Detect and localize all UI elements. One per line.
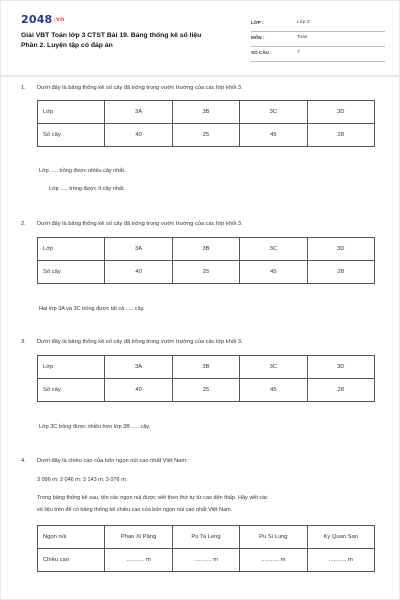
table-cell: 3A xyxy=(105,356,172,379)
table-cell: 28 xyxy=(307,379,374,402)
table-row xyxy=(38,379,375,402)
table-cell: 3C xyxy=(240,101,307,124)
answer-line: Lớp ..... trồng được nhiều cây nhất. xyxy=(39,168,126,174)
table-header-row xyxy=(38,101,375,124)
question-text: Dưới đây là chiều cao của bốn ngọn núi cao nhất Việt Nam: xyxy=(37,458,188,464)
meta-key: LỚP : xyxy=(251,20,264,25)
question-number: 4. xyxy=(21,458,26,464)
stats-table xyxy=(37,100,375,147)
table-cell: 28 xyxy=(307,124,374,147)
logo-suffix: .vn xyxy=(53,16,65,23)
meta-value: Lớp 3 xyxy=(297,20,310,25)
answer-line: Lớp 3C trồng được nhiều hơn lớp 3B ..... cây. xyxy=(39,424,151,430)
question-text: Dưới đây là bảng thống kê số cây đã trồng trong vườn trường của các lớp khối 3. xyxy=(37,221,243,227)
document-title xyxy=(21,31,241,51)
table-cell: 3D xyxy=(307,101,374,124)
answer-line: Lớp ..... trồng được ít cây nhất. xyxy=(49,186,126,192)
table-cell: ........... m xyxy=(105,549,172,572)
table-cell: Pu Si Lung xyxy=(240,526,307,549)
table-cell: Số cây xyxy=(38,124,105,147)
mountain-table xyxy=(37,525,375,572)
table-cell: Chiều cao xyxy=(38,549,105,572)
question-number: 2. xyxy=(21,221,26,227)
meta-value: Toán xyxy=(297,35,308,40)
question-text: Dưới đây là bảng thống kê số cây đã trồng trong vườn trường của các lớp khối 3. xyxy=(37,339,243,345)
table-row xyxy=(38,261,375,284)
table-cell: 45 xyxy=(240,261,307,284)
instruction-line-1: Trong bảng thống kê sau, tên các ngọn núi được viết theo thứ tự từ cao đến thấp. Hãy viết các xyxy=(37,495,268,501)
table-cell: 25 xyxy=(172,124,239,147)
table-cell: 40 xyxy=(105,261,172,284)
meta-key: SỐ CÂU : xyxy=(251,50,272,55)
site-logo[interactable] xyxy=(21,13,64,26)
table-cell: Lớp xyxy=(38,101,105,124)
meta-row-count xyxy=(251,47,385,62)
table-cell: 3A xyxy=(105,238,172,261)
table-cell: 3B xyxy=(172,356,239,379)
table-cell: 3A xyxy=(105,101,172,124)
table-cell: Ky Quan San xyxy=(307,526,374,549)
table-cell: 3B xyxy=(172,101,239,124)
table-header-row xyxy=(38,526,375,549)
table-cell: 45 xyxy=(240,124,307,147)
table-header-row xyxy=(38,356,375,379)
meta-key: MÔN : xyxy=(251,35,265,40)
table-cell: Phan Xi Păng xyxy=(105,526,172,549)
stats-table xyxy=(37,237,375,284)
table-cell: 25 xyxy=(172,379,239,402)
heights-list: 3 096 m; 3 046 m; 3 143 m; 3 076 m. xyxy=(37,477,128,483)
title-line-2: Phần 2. Luyện tập có đáp án xyxy=(21,42,113,49)
question-text: Dưới đây là bảng thống kê số cây đã trồng trong vườn trường của các lớp khối 3. xyxy=(37,85,243,91)
table-cell: ........... m xyxy=(172,549,239,572)
table-row xyxy=(38,549,375,572)
document-header xyxy=(13,9,389,65)
table-cell: Số cây xyxy=(38,261,105,284)
table-cell: Ngọn núi xyxy=(38,526,105,549)
table-cell: Số cây xyxy=(38,379,105,402)
table-cell: 3D xyxy=(307,356,374,379)
question-number: 1. xyxy=(21,85,26,91)
table-cell: 3B xyxy=(172,238,239,261)
table-cell: 40 xyxy=(105,379,172,402)
table-cell: 25 xyxy=(172,261,239,284)
table-cell: Lớp xyxy=(38,356,105,379)
logo-text: 2048 xyxy=(21,13,53,26)
table-cell: 3D xyxy=(307,238,374,261)
meta-value: 7 xyxy=(297,50,300,55)
meta-row-subject xyxy=(251,32,385,47)
table-cell: ........... m xyxy=(240,549,307,572)
table-cell: 3C xyxy=(240,238,307,261)
meta-box xyxy=(251,17,385,62)
meta-row-class xyxy=(251,17,385,32)
title-line-1: Giải VBT Toán lớp 3 CTST Bài 19. Bảng thống kê số liệu xyxy=(21,32,202,39)
table-cell: Pu Ta Leng xyxy=(172,526,239,549)
header-divider xyxy=(1,75,400,77)
table-cell: 28 xyxy=(307,261,374,284)
table-cell: 3C xyxy=(240,356,307,379)
table-row xyxy=(38,124,375,147)
answer-line: Hai lớp 3A và 3C trồng được tất cả ..... cây. xyxy=(39,306,145,312)
table-cell: 45 xyxy=(240,379,307,402)
table-cell: 40 xyxy=(105,124,172,147)
stats-table xyxy=(37,355,375,402)
table-header-row xyxy=(38,238,375,261)
table-cell: Lớp xyxy=(38,238,105,261)
instruction-line-2: số liệu trên để có bảng thống kê chiều cao của bốn ngọn núi cao nhất Việt Nam. xyxy=(37,507,233,513)
table-cell: ........... m xyxy=(307,549,374,572)
question-number: 3. xyxy=(21,339,26,345)
